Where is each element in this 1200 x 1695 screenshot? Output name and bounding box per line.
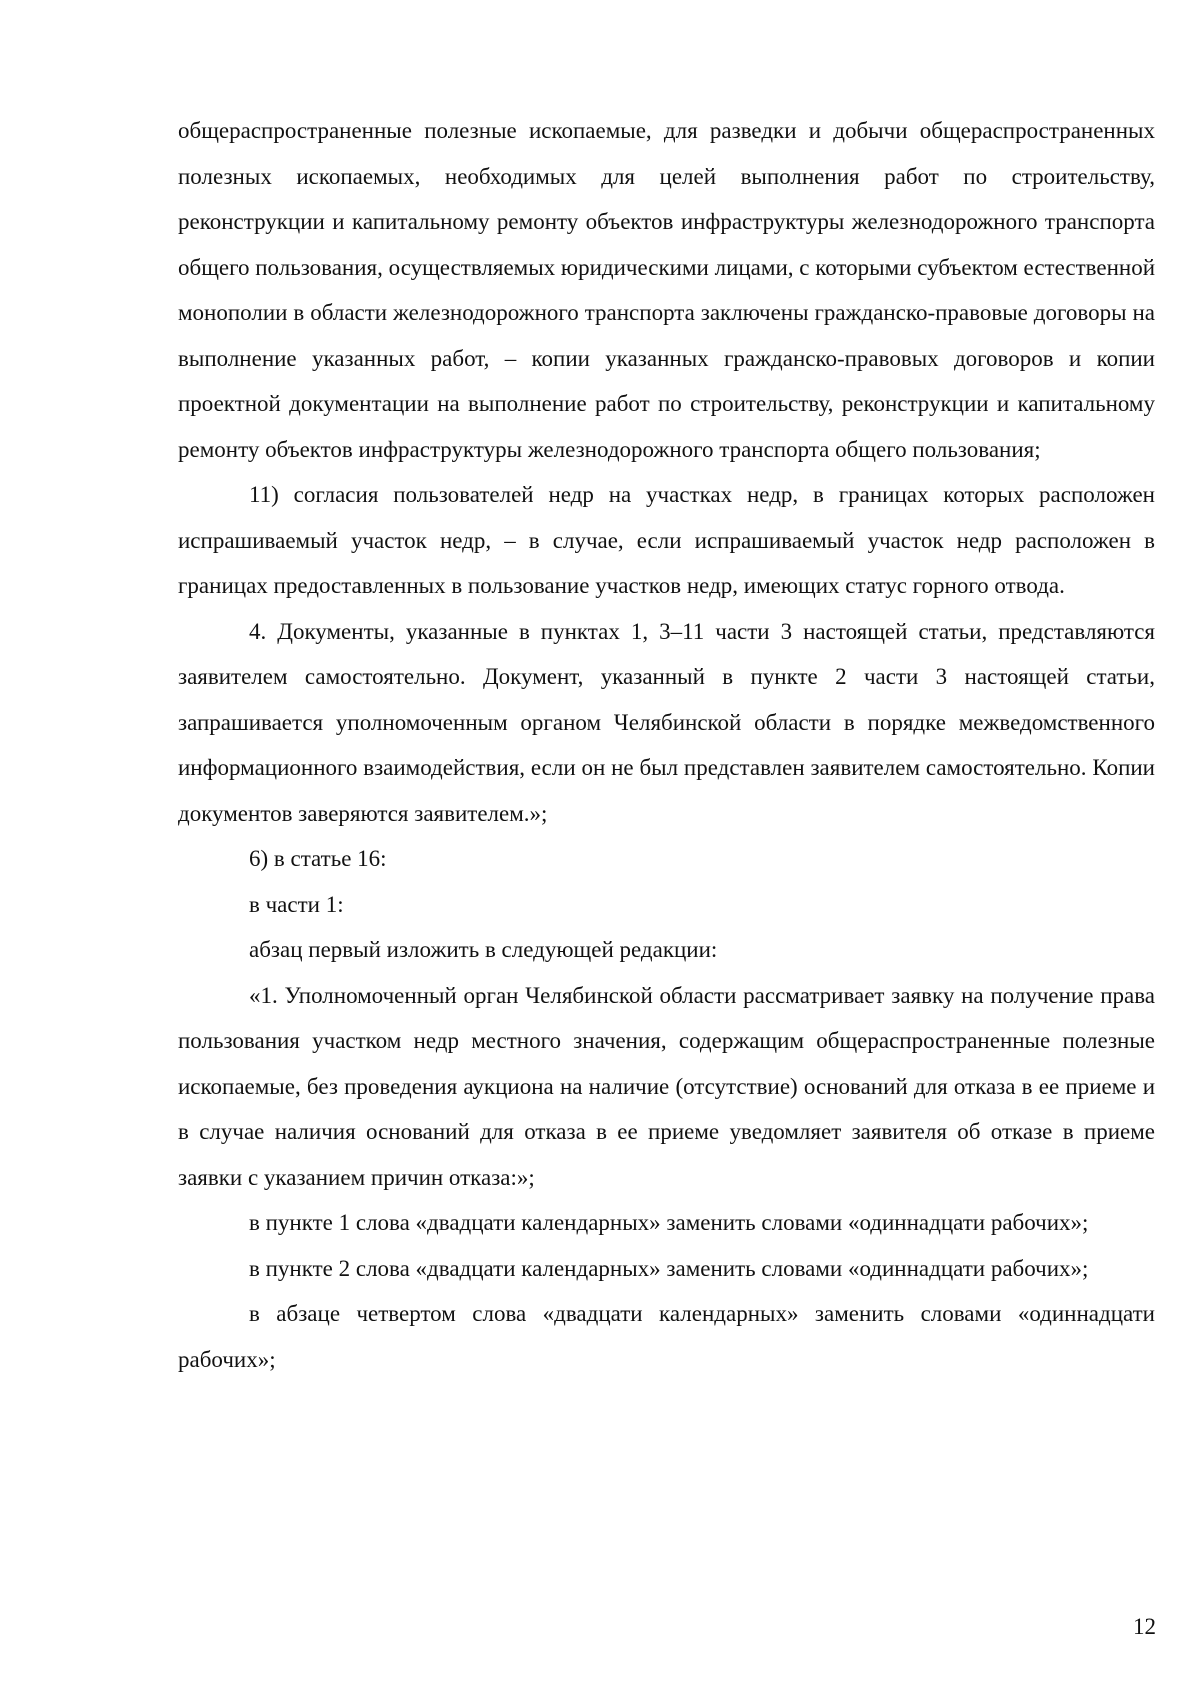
- page-number: 12: [1133, 1614, 1156, 1639]
- paragraph-part-4-documents: 4. Документы, указанные в пунктах 1, 3–11 части 3 настоящей статьи, представляются заявителем самостоятельно. Документ, указанный в пункте 2 части 3 настоящей статьи, запрашивается уполномоченным органом Челябинской области в порядке межведомственного информационного взаимодействия, если он не был представлен заявителем самостоятельно. Копии документов заверяются заявителем.»;: [178, 618, 1155, 826]
- paragraph-item-1-replacement: в пункте 1 слова «двадцати календарных» заменить словами «одиннадцати рабочих»;: [249, 1210, 1089, 1235]
- paragraph-continuation-docs-railway: общераспространенные полезные ископаемые, для разведки и добычи общераспространенных полезных ископаемых, необходимых для целей выполнения работ по строительству, реконструкции и капитальному ремонту объектов инфраструктуры железнодорожного транспорта общего пользования, осуществляемых юридическими лицами, с которыми субъектом естественной монополии в области железнодорожного транспорта заключены гражданско-правовые договоры на выполнение указанных работ, – копии указанных гражданско-правовых договоров и копии проектной документации на выполнение работ по строительству, реконструкции и капитальному ремонту объектов инфраструктуры железнодорожного транспорта общего пользования;: [178, 118, 1155, 462]
- paragraph-first-abzac-instruction: абзац первый изложить в следующей редакции:: [249, 937, 718, 962]
- paragraph-article-16: 6) в статье 16:: [249, 846, 387, 871]
- paragraph-item-11-consent: 11) согласия пользователей недр на участках недр, в границах которых расположен испрашиваемый участок недр, – в случае, если испрашиваемый участок недр расположен в границах предоставленных в пользование участков недр, имеющих статус горного отвода.: [178, 482, 1155, 598]
- paragraph-item-2-replacement: в пункте 2 слова «двадцати календарных» заменить словами «одиннадцати рабочих»;: [249, 1255, 1089, 1281]
- document-body: [178, 108, 1155, 1382]
- paragraph-new-part-1-text: «1. Уполномоченный орган Челябинской области рассматривает заявку на получение права пользования участком недр местного значения, содержащим общераспространенные полезные ископаемые, без проведения аукциона на наличие (отсутствие) оснований для отказа в ее приеме и в случае наличия оснований для отказа в ее приеме уведомляет заявителя об отказе в приеме заявки с указанием причин отказа:»;: [178, 982, 1155, 1190]
- paragraph-part-1: в части 1:: [249, 891, 344, 917]
- paragraph-abzac-4-replacement: в абзаце четвертом слова «двадцати календарных» заменить словами «одиннадцати рабочих»;: [178, 1301, 1155, 1372]
